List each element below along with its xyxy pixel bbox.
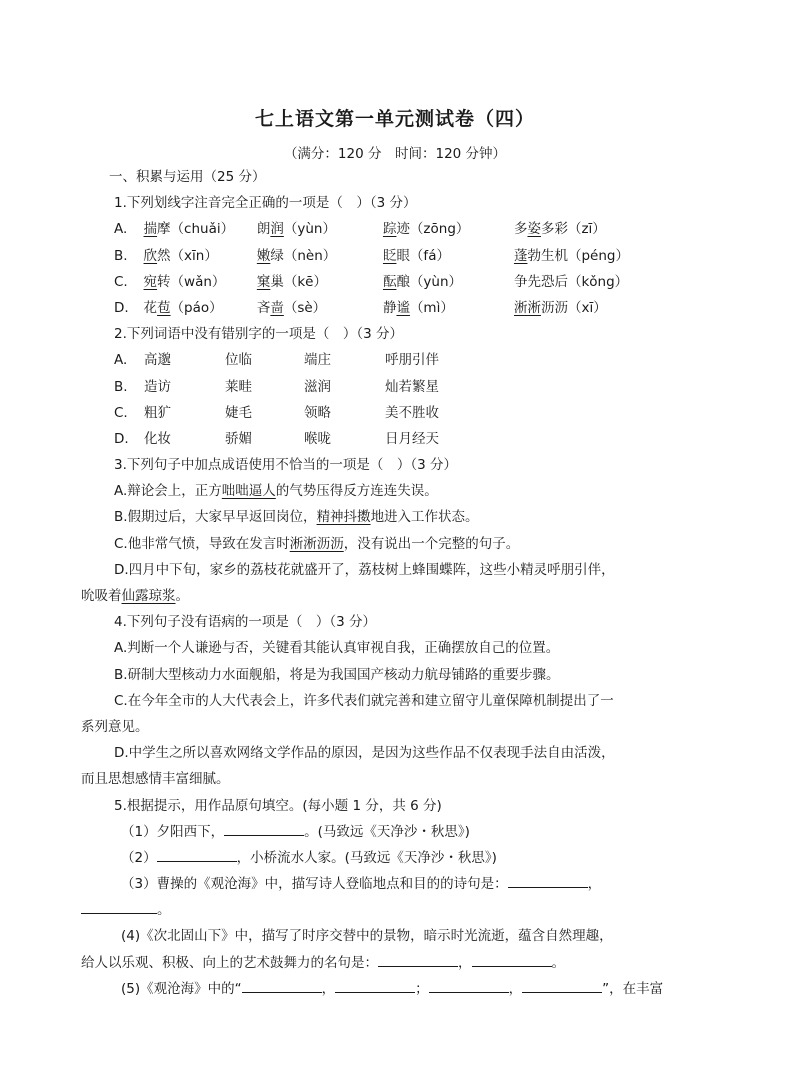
underlined-char: 谧 <box>396 299 410 316</box>
answer-blank[interactable] <box>224 821 304 836</box>
option-item: 揣摩（chuǎi） <box>143 221 235 238</box>
answer-blank[interactable] <box>335 978 415 993</box>
q3-option-c: C.他非常气愤，导致在发言时淅淅沥沥，没有说出一个完整的句子。 <box>114 535 520 552</box>
option-word: 美不胜收 <box>385 404 439 421</box>
option-item: 吝啬（sè） <box>256 299 327 316</box>
q1-option-row <box>81 243 711 269</box>
q5-stem: 5.根据提示，用作品原句填空。(每小题 1 分，共 6 分) <box>114 797 442 814</box>
underlined-char: 揣 <box>143 221 158 238</box>
answer-blank[interactable] <box>429 978 509 993</box>
underlined-char: 啬 <box>270 299 284 316</box>
q3-option-a: A.辩论会上，正方咄咄逼人的气势压得反方连连失误。 <box>114 483 438 500</box>
answer-blank[interactable] <box>522 978 602 993</box>
q4-option-b: B.研制大型核动力水面舰船，将是为我国国产核动力航母铺路的重要步骤。 <box>114 666 560 683</box>
option-item: 淅淅沥沥（xī） <box>513 299 607 316</box>
option-word: 日月经天 <box>385 430 439 447</box>
option-label: A. <box>114 352 128 369</box>
option-item: 欣然（xīn） <box>143 247 218 264</box>
answer-blank[interactable] <box>242 978 322 993</box>
option-label: B. <box>114 378 128 395</box>
underlined-char: 窠 <box>256 273 271 290</box>
q3-a-idiom: 咄咄逼人 <box>221 483 276 500</box>
underlined-char: 欣 <box>143 247 158 264</box>
option-word: 呼朋引伴 <box>385 352 439 369</box>
q1-option-row <box>81 216 711 242</box>
option-word: 造访 <box>144 378 171 395</box>
q3-d-idiom: 仙露琼浆 <box>121 588 176 604</box>
q4-option-c: C.在今年全市的人大代表会上，许多代表们就完善和建立留守儿童保障机制提出了一 <box>114 692 614 709</box>
q3-stem: 3.下列句子中加点成语使用不恰当的一项是（ ）（3 分） <box>114 457 458 474</box>
option-word: 化妆 <box>144 430 171 447</box>
q1-options <box>81 216 711 321</box>
underlined-char: 润 <box>270 221 284 238</box>
option-word: 喉咙 <box>304 430 331 447</box>
option-item: 眨眼（fá） <box>382 247 450 264</box>
option-word: 婕毛 <box>225 404 252 421</box>
q4-option-a: A.判断一个人谦逊与否，关键看其能认真审视自我，正确摆放自己的位置。 <box>114 640 560 657</box>
page-title: 七上语文第一单元测试卷（四） <box>254 108 535 130</box>
option-label: D. <box>114 299 129 316</box>
q5-item-3: （3）曹操的《观沧海》中，描写诗人登临地点和目的的诗句是： ， <box>81 871 711 897</box>
option-word: 粗犷 <box>144 404 171 421</box>
q3-c-idiom: 淅淅沥沥 <box>289 535 344 552</box>
option-label: C. <box>114 273 128 290</box>
q5-item-4: (4)《次北固山下》中，描写了时序交替中的景物，暗示时光流逝，蕴含自然理趣， <box>121 928 613 945</box>
underlined-char: 淅淅 <box>513 299 541 316</box>
underlined-char: 蓬 <box>513 247 528 264</box>
q1-option-row <box>81 295 711 321</box>
answer-blank[interactable] <box>81 899 157 914</box>
underlined-char: 宛 <box>143 273 158 290</box>
exam-content <box>81 164 711 1002</box>
option-item: 嫩绿（nèn） <box>256 247 337 264</box>
q2-option-row <box>81 347 711 373</box>
option-label: B. <box>114 247 128 264</box>
option-item: 酝酿（yùn） <box>382 273 463 290</box>
underlined-char: 苞 <box>157 299 171 316</box>
option-word: 领略 <box>304 404 331 421</box>
q2-stem: 2.下列词语中没有错别字的一项是（ ）（3 分） <box>114 326 404 343</box>
section-heading: 一、积累与运用（25 分） <box>109 169 266 185</box>
answer-blank[interactable] <box>508 873 588 888</box>
q1-stem: 1.下列划线字注音完全正确的一项是（ ）（3 分） <box>114 195 417 212</box>
option-item: 踪迹（zōng） <box>382 221 470 238</box>
page-subtitle: （满分：120 分 时间：120 分钟） <box>283 146 507 162</box>
option-word: 高邈 <box>144 352 171 369</box>
option-item: 花苞（páo） <box>143 299 223 316</box>
q4-stem: 4.下列句子没有语病的一项是（ ）（3 分） <box>114 614 377 631</box>
answer-blank[interactable] <box>472 952 552 967</box>
option-label: D. <box>114 430 129 447</box>
q5-item-1: （1）夕阳西下， 。(马致远《天净沙・秋思》) <box>81 819 711 845</box>
q3-b-idiom: 精神抖擞 <box>316 509 371 526</box>
q3-option-d-cont: 吮吸着仙露琼浆。 <box>81 588 189 604</box>
underlined-char: 姿 <box>527 221 541 238</box>
option-word: 位临 <box>225 352 252 369</box>
q4-option-d-cont: 而且思想感情丰富细腻。 <box>81 771 230 788</box>
option-item: 窠巢（kē） <box>256 273 327 290</box>
q2-options <box>81 347 711 452</box>
answer-blank[interactable] <box>378 952 458 967</box>
underlined-char: 嫩 <box>256 247 271 264</box>
q5-item-4-cont: 给人以乐观、积极、向上的艺术鼓舞力的名句是： ， 。 <box>81 950 711 976</box>
q2-option-row <box>81 374 711 400</box>
option-word: 端庄 <box>304 352 331 369</box>
option-item: 静谧（mì） <box>382 299 454 316</box>
option-word: 灿若繁星 <box>385 378 439 395</box>
option-item: 多姿多彩（zī） <box>513 221 606 238</box>
underlined-char: 踪 <box>382 221 397 238</box>
underlined-char: 眨 <box>382 247 397 264</box>
q5-item-3-cont: 。 <box>81 897 711 923</box>
option-item: 宛转（wǎn） <box>143 273 226 290</box>
q3-option-d: D.四月中下旬，家乡的荔枝花就盛开了，荔枝树上蜂围蝶阵，这些小精灵呼朋引伴， <box>114 561 615 578</box>
q2-option-row <box>81 426 711 452</box>
option-item: 蓬勃生机（péng） <box>513 247 629 264</box>
option-label: A. <box>114 221 128 238</box>
q4-option-d: D.中学生之所以喜欢网络文学作品的原因，是因为这些作品不仅表现手法自由活泼， <box>114 745 615 762</box>
q1-option-row <box>81 269 711 295</box>
option-word: 骄媚 <box>225 430 252 447</box>
option-label: C. <box>114 404 128 421</box>
answer-blank[interactable] <box>157 847 237 862</box>
q3-option-b: B.假期过后，大家早早返回岗位，精神抖擞地进入工作状态。 <box>114 509 479 526</box>
option-word: 滋润 <box>304 378 331 395</box>
option-item: 朗润（yùn） <box>256 221 336 238</box>
q4-option-c-cont: 系列意见。 <box>81 718 149 735</box>
option-item: 争先恐后（kǒng） <box>513 273 629 290</box>
option-word: 莱畦 <box>225 378 252 395</box>
underlined-char: 酝 <box>382 273 397 290</box>
q2-option-row <box>81 400 711 426</box>
q5-item-5: (5)《观沧海》中的“ ， ； ， ”，在丰富 <box>81 976 711 1002</box>
q5-item-2: （2） ，小桥流水人家。(马致远《天净沙・秋思》) <box>81 845 711 871</box>
